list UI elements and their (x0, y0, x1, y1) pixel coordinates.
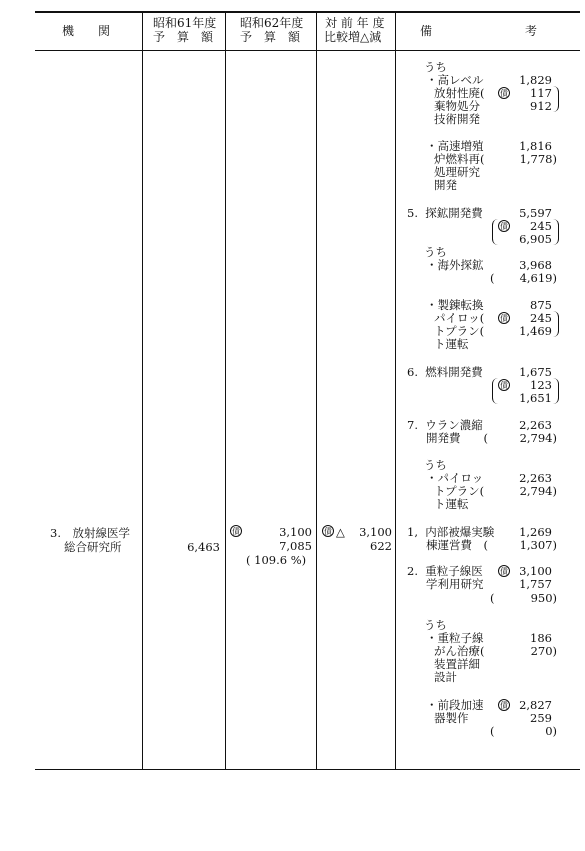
header-fy61-line1: 昭和61年度 (153, 16, 217, 30)
note-value: 950) (530, 591, 557, 605)
fy62-budget-total: 7,085 (279, 539, 312, 553)
note-paren: ( (490, 271, 495, 285)
note-value: 0) (545, 724, 557, 738)
note-value: 186 (530, 631, 552, 645)
bond-mark-icon: 債 (500, 381, 508, 390)
note-section: 1, 内部被爆実験 (407, 525, 495, 539)
note-value: 245 (530, 219, 552, 233)
fy61-budget: 6,463 (187, 540, 220, 554)
note-value: 2,827 (519, 698, 552, 712)
note-value: 1,816 (519, 139, 552, 153)
note-item-line: 炉燃料再( (434, 152, 485, 166)
note-item-line: ・高レベル (426, 73, 484, 87)
note-paren: ( (490, 591, 495, 605)
note-value: 3,968 (519, 258, 552, 272)
note-item-line: ・海外探鉱 (426, 258, 484, 272)
note-section: 7. ウラン濃縮 (407, 418, 483, 432)
note-value: 1,829 (519, 73, 552, 87)
note-item-line: 棄物処分 (434, 99, 480, 113)
bond-mark-icon: 債 (500, 314, 508, 323)
note-value: 270) (530, 644, 557, 658)
header-diff-line1: 対 前 年 度 (325, 16, 385, 30)
note-value: 245 (530, 311, 552, 325)
note-value: 875 (530, 298, 552, 312)
bond-mark-icon: 債 (500, 567, 508, 576)
note-value: 1,269 (519, 525, 552, 539)
note-value: 2,263 (519, 471, 552, 485)
col-divider-4 (395, 11, 396, 770)
note-item-line: ・製錬転換 (426, 298, 484, 312)
note-value: 3,100 (519, 564, 552, 578)
bond-mark-icon: 債 (500, 89, 508, 98)
note-item-line: がん治療( (434, 644, 485, 658)
bond-mark-icon: 債 (232, 527, 240, 536)
note-item-line: 放射性廃( (434, 86, 485, 100)
bracket-right (553, 311, 559, 337)
note-item-line: 技術開発 (434, 112, 480, 126)
fy62-budget-ratio: ( 109.6 %) (246, 553, 307, 567)
note-item-line: ・高速増殖 (426, 139, 484, 153)
note-value: 1,757 (519, 577, 552, 591)
bracket-right (553, 378, 559, 404)
org-name-line2: 総合研究所 (64, 540, 122, 554)
note-item-line: ・前段加速 (426, 698, 484, 712)
note-item-line: 設計 (434, 670, 457, 684)
note-section: 2. 重粒子線医 (407, 564, 483, 578)
diff-sign: △ (336, 525, 345, 539)
note-value: 259 (530, 711, 552, 725)
note-item-line: 装置詳細 (434, 657, 480, 671)
header-remarks-b: 考 (525, 24, 538, 38)
note-value: 1,778) (519, 152, 557, 166)
note-section: 開発費 ( (426, 431, 488, 445)
col-divider-2 (225, 11, 226, 770)
bracket-right (553, 86, 559, 112)
note-item-line: ト運転 (434, 337, 469, 351)
note-item-line: 処理研究 (434, 165, 480, 179)
note-uchi: うち (424, 618, 447, 632)
header-fy62-line1: 昭和62年度 (240, 16, 304, 30)
note-value: 1,651 (519, 391, 552, 405)
note-item-line: ・重粒子線 (426, 631, 484, 645)
note-value: 117 (530, 86, 552, 100)
note-value: 1,675 (519, 365, 552, 379)
header-organization: 機 関 (62, 24, 111, 38)
note-section: 棟運営費 ( (426, 538, 488, 552)
note-uchi: うち (424, 458, 447, 472)
bond-mark-icon: 債 (500, 222, 508, 231)
note-item-line: パイロッ( (434, 311, 485, 325)
note-uchi: うち (424, 60, 447, 74)
note-value: 6,905 (519, 232, 552, 246)
note-section: 5. 探鉱開発費 (407, 206, 483, 220)
fy62-budget-bond: 3,100 (279, 525, 312, 539)
bond-mark-icon: 債 (324, 527, 332, 536)
note-uchi: うち (424, 245, 447, 259)
table-bottom-rule (35, 769, 580, 770)
header-remarks-a: 備 (420, 24, 433, 38)
org-name-line1: 3. 放射線医学 (50, 526, 130, 540)
header-fy61-line2: 予 算 額 (153, 30, 214, 44)
header-bottom-rule (35, 50, 580, 51)
note-paren: ( (490, 724, 495, 738)
bracket-left (492, 378, 498, 404)
note-value: 912 (530, 99, 552, 113)
note-value: 2,794) (519, 484, 557, 498)
diff-bond: 3,100 (359, 525, 392, 539)
note-value: 1,469 (519, 324, 552, 338)
note-value: 123 (530, 378, 552, 392)
bracket-left (492, 219, 498, 245)
bracket-right (553, 219, 559, 245)
col-divider-3 (316, 11, 317, 770)
note-item-line: ・パイロッ (426, 471, 484, 485)
header-diff-line2: 比較増△減 (324, 30, 382, 44)
note-section: 学利用研究 (426, 577, 484, 591)
diff-total: 622 (370, 539, 392, 553)
col-divider-1 (142, 11, 143, 770)
bond-mark-icon: 債 (500, 701, 508, 710)
note-section: 6. 燃料開発費 (407, 365, 483, 379)
note-item-line: トプラン( (434, 484, 485, 498)
note-item-line: ト運転 (434, 497, 469, 511)
note-value: 5,597 (519, 206, 552, 220)
note-item-line: 器製作 (434, 711, 469, 725)
table-top-rule (35, 11, 580, 13)
note-value: 1,307) (519, 538, 557, 552)
note-item-line: 開発 (434, 178, 457, 192)
note-item-line: トプラン( (434, 324, 485, 338)
header-fy62-line2: 予 算 額 (240, 30, 301, 44)
note-value: 4,619) (519, 271, 557, 285)
note-value: 2,794) (519, 431, 557, 445)
note-value: 2,263 (519, 418, 552, 432)
